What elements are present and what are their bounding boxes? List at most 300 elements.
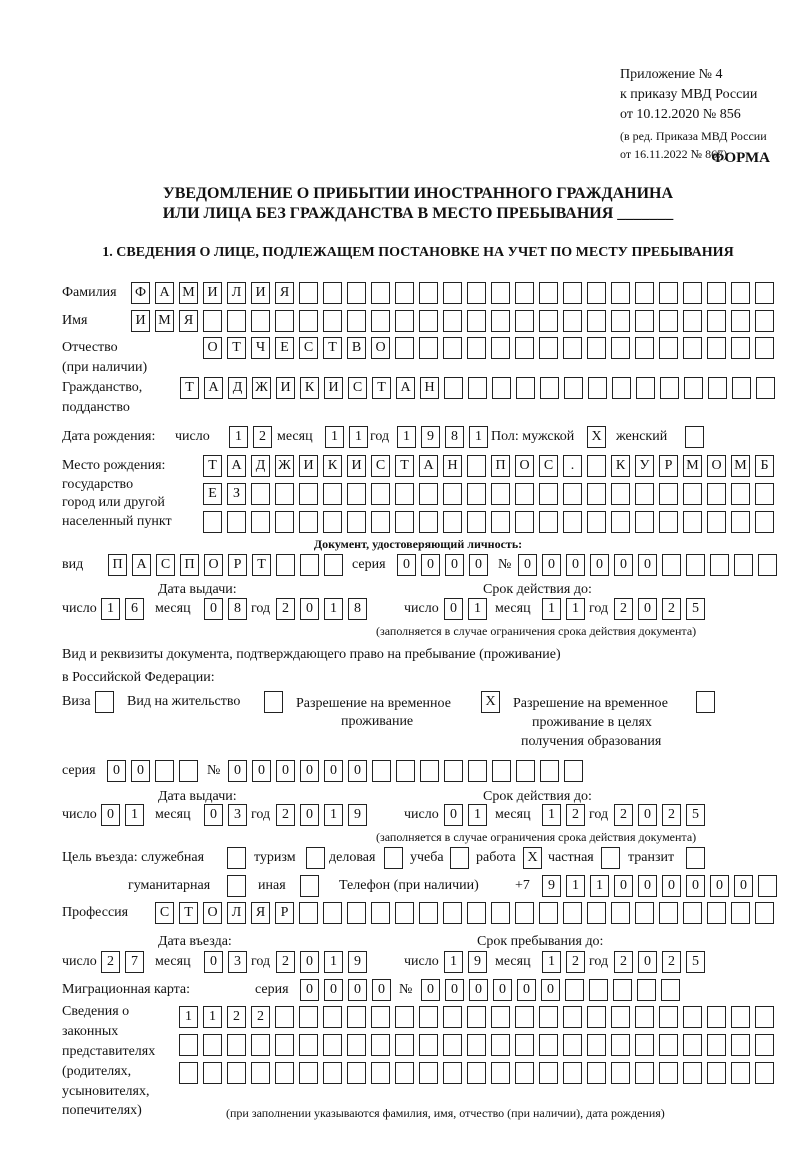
char-box[interactable] xyxy=(347,1062,366,1084)
char-box[interactable] xyxy=(306,847,325,869)
char-box[interactable] xyxy=(467,511,486,533)
char-box[interactable] xyxy=(539,483,558,505)
char-box[interactable] xyxy=(611,511,630,533)
char-box[interactable]: 2 xyxy=(101,951,120,973)
char-box[interactable] xyxy=(395,1006,414,1028)
char-box[interactable]: 2 xyxy=(276,598,295,620)
char-box[interactable] xyxy=(613,979,632,1001)
char-box[interactable] xyxy=(539,282,558,304)
char-box[interactable] xyxy=(708,377,727,399)
char-box[interactable]: 0 xyxy=(300,760,319,782)
char-box[interactable] xyxy=(323,1062,342,1084)
char-box[interactable] xyxy=(731,310,750,332)
char-box[interactable] xyxy=(371,511,390,533)
char-box[interactable]: П xyxy=(491,455,510,477)
char-box[interactable] xyxy=(324,554,343,576)
char-box[interactable] xyxy=(540,760,559,782)
char-box[interactable]: 1 xyxy=(203,1006,222,1028)
char-box[interactable] xyxy=(707,1034,726,1056)
char-box[interactable] xyxy=(251,310,270,332)
char-box[interactable] xyxy=(299,511,318,533)
char-box[interactable] xyxy=(683,902,702,924)
residence-checkbox[interactable] xyxy=(264,691,283,713)
char-box[interactable] xyxy=(563,902,582,924)
stay-year-field[interactable] xyxy=(614,951,705,973)
char-box[interactable]: А xyxy=(227,455,246,477)
char-box[interactable] xyxy=(587,1006,606,1028)
char-box[interactable] xyxy=(419,511,438,533)
char-box[interactable] xyxy=(251,511,270,533)
char-box[interactable] xyxy=(419,337,438,359)
char-box[interactable]: 2 xyxy=(614,951,633,973)
char-box[interactable]: 2 xyxy=(253,426,272,448)
char-box[interactable]: С xyxy=(539,455,558,477)
reps-field-line2[interactable] xyxy=(179,1034,774,1056)
char-box[interactable] xyxy=(565,979,584,1001)
char-box[interactable] xyxy=(468,760,487,782)
char-box[interactable]: 6 xyxy=(125,598,144,620)
char-box[interactable] xyxy=(516,760,535,782)
right-valid-month-field[interactable] xyxy=(542,804,585,826)
char-box[interactable]: 0 xyxy=(421,554,440,576)
char-box[interactable] xyxy=(179,1034,198,1056)
char-box[interactable] xyxy=(203,1034,222,1056)
char-box[interactable] xyxy=(468,377,487,399)
char-box[interactable]: 0 xyxy=(107,760,126,782)
reps-field-line1[interactable] xyxy=(179,1006,774,1028)
char-box[interactable] xyxy=(251,483,270,505)
char-box[interactable]: 8 xyxy=(228,598,247,620)
phone-field[interactable] xyxy=(542,875,777,897)
char-box[interactable] xyxy=(755,1062,774,1084)
char-box[interactable]: 0 xyxy=(421,979,440,1001)
char-box[interactable] xyxy=(467,902,486,924)
char-box[interactable] xyxy=(299,310,318,332)
char-box[interactable] xyxy=(395,483,414,505)
char-box[interactable]: Т xyxy=(395,455,414,477)
char-box[interactable]: Т xyxy=(372,377,391,399)
char-box[interactable]: О xyxy=(203,902,222,924)
char-box[interactable] xyxy=(611,1006,630,1028)
char-box[interactable] xyxy=(635,282,654,304)
char-box[interactable]: И xyxy=(276,377,295,399)
char-box[interactable] xyxy=(419,1034,438,1056)
char-box[interactable]: Т xyxy=(227,337,246,359)
char-box[interactable] xyxy=(395,310,414,332)
char-box[interactable] xyxy=(589,979,608,1001)
char-box[interactable] xyxy=(635,1034,654,1056)
char-box[interactable] xyxy=(467,1062,486,1084)
char-box[interactable] xyxy=(587,902,606,924)
char-box[interactable] xyxy=(443,1006,462,1028)
char-box[interactable] xyxy=(731,1034,750,1056)
char-box[interactable] xyxy=(539,1034,558,1056)
char-box[interactable] xyxy=(659,483,678,505)
char-box[interactable] xyxy=(731,902,750,924)
char-box[interactable] xyxy=(419,902,438,924)
char-box[interactable] xyxy=(443,902,462,924)
char-box[interactable]: 2 xyxy=(662,951,681,973)
char-box[interactable] xyxy=(587,1062,606,1084)
char-box[interactable] xyxy=(710,554,729,576)
char-box[interactable] xyxy=(587,337,606,359)
char-box[interactable] xyxy=(683,337,702,359)
char-box[interactable] xyxy=(539,902,558,924)
birth-month-field[interactable] xyxy=(325,426,368,448)
char-box[interactable]: И xyxy=(131,310,150,332)
char-box[interactable] xyxy=(696,691,715,713)
char-box[interactable]: 1 xyxy=(324,951,343,973)
char-box[interactable] xyxy=(611,1034,630,1056)
char-box[interactable]: Т xyxy=(203,455,222,477)
char-box[interactable]: 0 xyxy=(566,554,585,576)
char-box[interactable] xyxy=(686,847,705,869)
char-box[interactable] xyxy=(707,1006,726,1028)
char-box[interactable] xyxy=(637,979,656,1001)
char-box[interactable] xyxy=(275,1062,294,1084)
char-box[interactable]: Ж xyxy=(275,455,294,477)
char-box[interactable] xyxy=(227,310,246,332)
char-box[interactable]: 0 xyxy=(638,804,657,826)
char-box[interactable] xyxy=(347,282,366,304)
char-box[interactable]: 2 xyxy=(614,804,633,826)
purpose-private-checkbox[interactable] xyxy=(601,847,620,869)
char-box[interactable] xyxy=(683,1062,702,1084)
char-box[interactable]: 0 xyxy=(614,554,633,576)
char-box[interactable] xyxy=(563,483,582,505)
char-box[interactable]: О xyxy=(515,455,534,477)
char-box[interactable]: 0 xyxy=(300,979,319,1001)
char-box[interactable] xyxy=(611,337,630,359)
char-box[interactable]: 0 xyxy=(445,554,464,576)
char-box[interactable] xyxy=(323,902,342,924)
purpose-humanitarian-checkbox[interactable] xyxy=(227,875,246,897)
char-box[interactable]: 1 xyxy=(566,598,585,620)
char-box[interactable]: 0 xyxy=(638,875,657,897)
char-box[interactable] xyxy=(612,377,631,399)
char-box[interactable]: 1 xyxy=(542,804,561,826)
char-box[interactable] xyxy=(467,483,486,505)
char-box[interactable] xyxy=(467,455,486,477)
char-box[interactable]: И xyxy=(203,282,222,304)
char-box[interactable]: 0 xyxy=(324,760,343,782)
char-box[interactable] xyxy=(734,554,753,576)
char-box[interactable]: 0 xyxy=(662,875,681,897)
purpose-work-checkbox[interactable] xyxy=(523,847,542,869)
char-box[interactable] xyxy=(755,902,774,924)
char-box[interactable] xyxy=(563,1062,582,1084)
char-box[interactable] xyxy=(275,1006,294,1028)
char-box[interactable]: Р xyxy=(228,554,247,576)
char-box[interactable] xyxy=(300,875,319,897)
char-box[interactable] xyxy=(371,902,390,924)
char-box[interactable] xyxy=(515,282,534,304)
char-box[interactable]: К xyxy=(611,455,630,477)
char-box[interactable] xyxy=(467,310,486,332)
char-box[interactable]: 1 xyxy=(349,426,368,448)
char-box[interactable] xyxy=(347,310,366,332)
char-box[interactable] xyxy=(707,337,726,359)
char-box[interactable] xyxy=(419,1006,438,1028)
char-box[interactable]: Е xyxy=(275,337,294,359)
char-box[interactable] xyxy=(491,337,510,359)
char-box[interactable]: Д xyxy=(251,455,270,477)
char-box[interactable] xyxy=(731,511,750,533)
char-box[interactable]: 0 xyxy=(590,554,609,576)
char-box[interactable] xyxy=(491,1034,510,1056)
char-box[interactable]: Ф xyxy=(131,282,150,304)
char-box[interactable] xyxy=(395,1062,414,1084)
right-issue-month-field[interactable] xyxy=(204,804,247,826)
char-box[interactable]: Л xyxy=(227,282,246,304)
char-box[interactable] xyxy=(662,554,681,576)
char-box[interactable] xyxy=(443,337,462,359)
char-box[interactable] xyxy=(515,1062,534,1084)
char-box[interactable] xyxy=(661,979,680,1001)
char-box[interactable] xyxy=(587,511,606,533)
char-box[interactable] xyxy=(587,483,606,505)
char-box[interactable]: 0 xyxy=(734,875,753,897)
char-box[interactable]: Б xyxy=(755,455,774,477)
char-box[interactable] xyxy=(323,483,342,505)
citizenship-field[interactable] xyxy=(180,377,775,399)
char-box[interactable] xyxy=(659,511,678,533)
char-box[interactable]: 0 xyxy=(252,760,271,782)
char-box[interactable]: А xyxy=(204,377,223,399)
char-box[interactable] xyxy=(756,377,775,399)
char-box[interactable] xyxy=(299,1034,318,1056)
char-box[interactable] xyxy=(443,310,462,332)
char-box[interactable]: 0 xyxy=(397,554,416,576)
char-box[interactable]: Л xyxy=(227,902,246,924)
right-valid-day-field[interactable] xyxy=(444,804,487,826)
char-box[interactable] xyxy=(491,310,510,332)
char-box[interactable]: У xyxy=(635,455,654,477)
entry-month-field[interactable] xyxy=(204,951,247,973)
char-box[interactable] xyxy=(611,1062,630,1084)
char-box[interactable]: Р xyxy=(659,455,678,477)
birthplace-field-line3[interactable] xyxy=(203,511,774,533)
char-box[interactable]: 0 xyxy=(348,979,367,1001)
char-box[interactable]: А xyxy=(132,554,151,576)
char-box[interactable]: 3 xyxy=(228,804,247,826)
char-box[interactable]: 1 xyxy=(125,804,144,826)
char-box[interactable]: 0 xyxy=(228,760,247,782)
reps-field-line3[interactable] xyxy=(179,1062,774,1084)
char-box[interactable] xyxy=(683,310,702,332)
char-box[interactable] xyxy=(443,511,462,533)
char-box[interactable] xyxy=(347,483,366,505)
char-box[interactable] xyxy=(731,1006,750,1028)
char-box[interactable] xyxy=(396,760,415,782)
char-box[interactable] xyxy=(731,282,750,304)
char-box[interactable] xyxy=(275,511,294,533)
char-box[interactable]: 0 xyxy=(300,598,319,620)
char-box[interactable] xyxy=(227,1062,246,1084)
char-box[interactable] xyxy=(300,554,319,576)
name-field[interactable] xyxy=(131,310,774,332)
char-box[interactable] xyxy=(491,282,510,304)
char-box[interactable] xyxy=(227,1034,246,1056)
char-box[interactable]: И xyxy=(347,455,366,477)
char-box[interactable] xyxy=(371,1062,390,1084)
char-box[interactable]: Т xyxy=(323,337,342,359)
char-box[interactable] xyxy=(707,511,726,533)
char-box[interactable] xyxy=(323,282,342,304)
purpose-study-checkbox[interactable] xyxy=(450,847,469,869)
char-box[interactable]: 1 xyxy=(468,804,487,826)
char-box[interactable] xyxy=(347,1006,366,1028)
char-box[interactable] xyxy=(371,310,390,332)
char-box[interactable] xyxy=(587,282,606,304)
mc-number-field[interactable] xyxy=(421,979,680,1001)
doc-series-field[interactable] xyxy=(397,554,488,576)
char-box[interactable] xyxy=(323,310,342,332)
char-box[interactable]: О xyxy=(707,455,726,477)
char-box[interactable]: 0 xyxy=(542,554,561,576)
char-box[interactable] xyxy=(707,902,726,924)
char-box[interactable] xyxy=(203,310,222,332)
char-box[interactable]: 2 xyxy=(662,804,681,826)
char-box[interactable] xyxy=(684,377,703,399)
char-box[interactable]: И xyxy=(251,282,270,304)
char-box[interactable]: 0 xyxy=(638,598,657,620)
char-box[interactable]: 0 xyxy=(204,804,223,826)
char-box[interactable]: Ч xyxy=(251,337,270,359)
doc-valid-year-field[interactable] xyxy=(614,598,705,620)
char-box[interactable] xyxy=(683,483,702,505)
char-box[interactable] xyxy=(563,1006,582,1028)
char-box[interactable] xyxy=(227,875,246,897)
temp-residence-checkbox[interactable] xyxy=(481,691,500,713)
char-box[interactable] xyxy=(587,455,606,477)
char-box[interactable] xyxy=(299,282,318,304)
char-box[interactable]: 0 xyxy=(444,598,463,620)
char-box[interactable]: X xyxy=(587,426,606,448)
char-box[interactable]: А xyxy=(396,377,415,399)
purpose-transit-checkbox[interactable] xyxy=(686,847,705,869)
sex-female-checkbox[interactable] xyxy=(685,426,704,448)
char-box[interactable] xyxy=(443,483,462,505)
char-box[interactable] xyxy=(611,310,630,332)
char-box[interactable]: X xyxy=(523,847,542,869)
char-box[interactable]: Е xyxy=(203,483,222,505)
char-box[interactable]: 2 xyxy=(566,804,585,826)
char-box[interactable] xyxy=(686,554,705,576)
char-box[interactable] xyxy=(491,902,510,924)
char-box[interactable]: 1 xyxy=(542,598,561,620)
char-box[interactable] xyxy=(659,1034,678,1056)
stay-month-field[interactable] xyxy=(542,951,585,973)
char-box[interactable] xyxy=(587,1034,606,1056)
purpose-tourism-checkbox[interactable] xyxy=(306,847,325,869)
char-box[interactable] xyxy=(611,902,630,924)
char-box[interactable]: А xyxy=(155,282,174,304)
char-box[interactable] xyxy=(395,337,414,359)
char-box[interactable] xyxy=(564,377,583,399)
char-box[interactable] xyxy=(755,337,774,359)
char-box[interactable] xyxy=(371,282,390,304)
char-box[interactable] xyxy=(347,1034,366,1056)
char-box[interactable] xyxy=(659,1062,678,1084)
char-box[interactable]: Я xyxy=(179,310,198,332)
char-box[interactable]: 0 xyxy=(638,951,657,973)
char-box[interactable] xyxy=(276,554,295,576)
birthplace-field-line1[interactable] xyxy=(203,455,774,477)
char-box[interactable] xyxy=(758,875,777,897)
char-box[interactable] xyxy=(371,1034,390,1056)
char-box[interactable]: 1 xyxy=(566,875,585,897)
char-box[interactable] xyxy=(635,1062,654,1084)
char-box[interactable] xyxy=(275,1034,294,1056)
char-box[interactable] xyxy=(683,1034,702,1056)
char-box[interactable] xyxy=(443,1034,462,1056)
char-box[interactable] xyxy=(659,337,678,359)
stay-day-field[interactable] xyxy=(444,951,487,973)
char-box[interactable]: 0 xyxy=(444,804,463,826)
char-box[interactable] xyxy=(539,337,558,359)
char-box[interactable]: 1 xyxy=(469,426,488,448)
char-box[interactable] xyxy=(563,337,582,359)
char-box[interactable] xyxy=(515,902,534,924)
char-box[interactable]: 2 xyxy=(276,951,295,973)
char-box[interactable]: 9 xyxy=(348,951,367,973)
char-box[interactable] xyxy=(251,1062,270,1084)
char-box[interactable]: К xyxy=(323,455,342,477)
char-box[interactable] xyxy=(467,337,486,359)
char-box[interactable]: 2 xyxy=(662,598,681,620)
visa-checkbox[interactable] xyxy=(95,691,114,713)
char-box[interactable]: 0 xyxy=(204,951,223,973)
char-box[interactable] xyxy=(347,511,366,533)
char-box[interactable] xyxy=(707,1062,726,1084)
sex-male-checkbox[interactable] xyxy=(587,426,606,448)
char-box[interactable] xyxy=(179,760,198,782)
right-valid-year-field[interactable] xyxy=(614,804,705,826)
char-box[interactable]: 1 xyxy=(397,426,416,448)
char-box[interactable]: 2 xyxy=(227,1006,246,1028)
char-box[interactable] xyxy=(563,310,582,332)
char-box[interactable] xyxy=(755,1006,774,1028)
char-box[interactable]: 0 xyxy=(131,760,150,782)
doc-valid-month-field[interactable] xyxy=(542,598,585,620)
char-box[interactable]: 0 xyxy=(372,979,391,1001)
char-box[interactable]: 9 xyxy=(468,951,487,973)
char-box[interactable]: М xyxy=(683,455,702,477)
char-box[interactable]: 0 xyxy=(686,875,705,897)
char-box[interactable] xyxy=(635,1006,654,1028)
char-box[interactable]: И xyxy=(324,377,343,399)
char-box[interactable]: 0 xyxy=(300,951,319,973)
char-box[interactable]: 0 xyxy=(300,804,319,826)
char-box[interactable] xyxy=(347,902,366,924)
birth-year-field[interactable] xyxy=(397,426,488,448)
char-box[interactable] xyxy=(611,483,630,505)
char-box[interactable] xyxy=(420,760,439,782)
char-box[interactable]: С xyxy=(155,902,174,924)
char-box[interactable] xyxy=(275,483,294,505)
char-box[interactable]: 0 xyxy=(324,979,343,1001)
right-issue-year-field[interactable] xyxy=(276,804,367,826)
char-box[interactable]: Д xyxy=(228,377,247,399)
char-box[interactable] xyxy=(443,1062,462,1084)
char-box[interactable]: 0 xyxy=(469,554,488,576)
char-box[interactable]: 2 xyxy=(566,951,585,973)
char-box[interactable] xyxy=(515,337,534,359)
char-box[interactable] xyxy=(492,377,511,399)
char-box[interactable]: X xyxy=(481,691,500,713)
char-box[interactable]: 0 xyxy=(517,979,536,1001)
